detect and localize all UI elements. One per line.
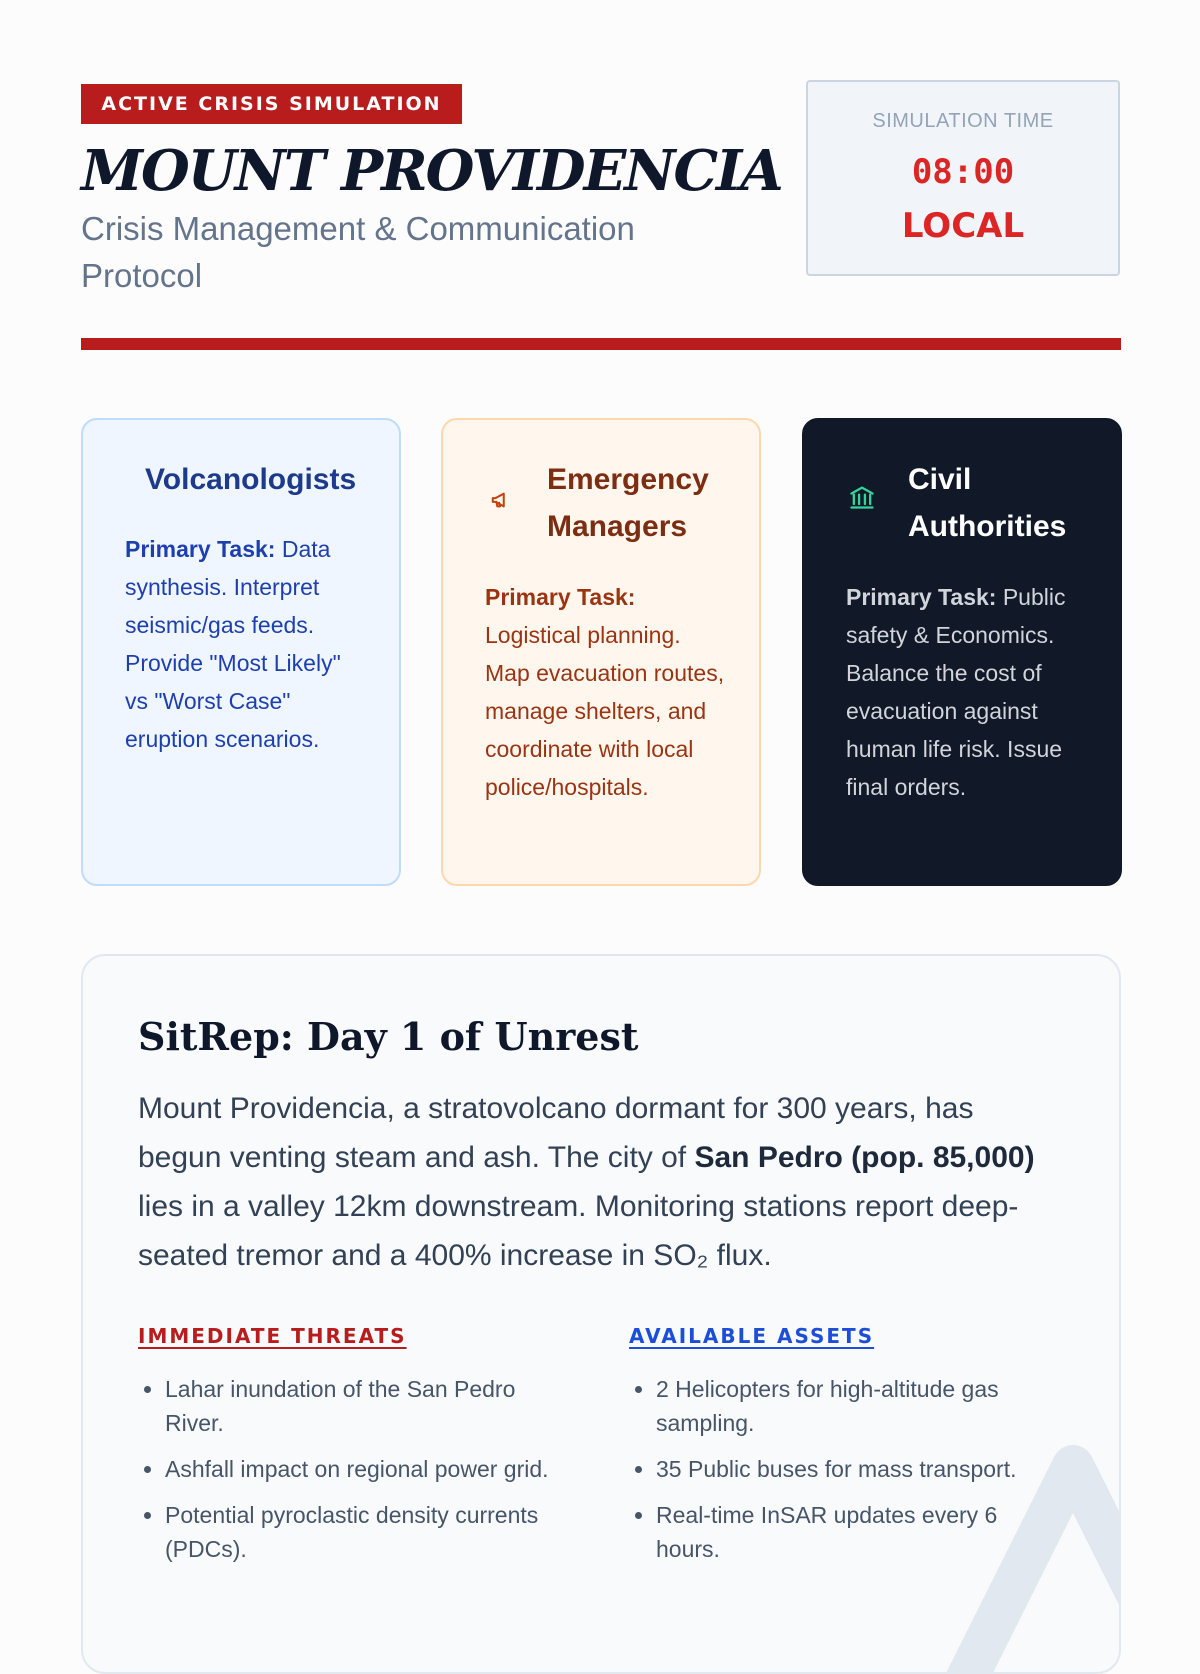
sitrep-text-1: Mount Providencia, a stratovolcano dormant for 300 years, has begun venting steam and ash. The city of [138,1092,974,1174]
threats-heading: IMMEDIATE THREATS [138,1324,407,1348]
simulation-time-value [808,145,1118,253]
role-task-volcanologists [125,530,369,758]
simulation-time-label: SIMULATION TIME [872,110,1054,132]
task-label: Primary Task: [846,584,997,610]
header-divider [81,338,1121,350]
role-task-civil [846,578,1090,806]
role-task-emergency [485,578,729,806]
sitrep-panel [81,954,1121,1674]
role-card-emergency-managers [441,418,761,886]
sitrep-paragraph [138,1084,1048,1280]
role-heading-volcanologists [145,456,356,503]
role-card-civil-authorities [802,418,1122,886]
threat-item: • Ashfall impact on regional power grid. [165,1452,565,1486]
task-label: Primary Task: [485,584,636,610]
time-zone: LOCAL [901,206,1025,246]
assets-list [629,1372,1056,1578]
task-text: Public safety & Economics. Balance the cost of evacuation against human life risk. Issue final orders. [846,584,1066,800]
megaphone-icon [485,480,517,527]
task-text: Logistical planning. Map evacuation routes, manage shelters, and coordinate with local police/hospitals. [485,622,725,800]
role-card-volcanologists [81,418,401,886]
asset-item: • 35 Public buses for mass transport. [656,1452,1056,1486]
simulation-time-panel [806,80,1120,276]
threat-item: • Lahar inundation of the San Pedro River. [165,1372,565,1440]
asset-item: • 2 Helicopters for high-altitude gas sampling. [656,1372,1056,1440]
sitrep-text-2: lies in a valley 12km downstream. Monitoring stations report deep-seated tremor and a 400% increase in SO₂ flux. [138,1190,1019,1272]
page-subtitle: Crisis Management & Communication Protocol [81,210,635,294]
role-title: Volcanologists [145,463,357,496]
threat-item: • Potential pyroclastic density currents (PDCs). [165,1498,565,1566]
asset-item: • Real-time InSAR updates every 6 hours. [656,1498,1056,1566]
simulation-badge: ACTIVE CRISIS SIMULATION [81,84,462,124]
page-title: MOUNT PROVIDENCIA [81,138,782,204]
task-text: Data synthesis. Interpret seismic/gas feeds. Provide "Most Likely" vs "Worst Case" eruption scenarios. [125,536,341,752]
sitrep-title: SitRep: Day 1 of Unrest [138,1014,639,1059]
sitrep-population: San Pedro (pop. 85,000) [694,1141,1035,1174]
role-heading-civil [846,456,1088,550]
threats-list [138,1372,565,1578]
role-title: Emergency Managers [547,463,709,543]
role-heading-emergency [485,456,737,550]
assets-heading: AVAILABLE ASSETS [629,1324,875,1348]
landmark-icon [846,480,878,527]
role-title: Civil Authorities [908,463,1067,543]
time-value: 08:00 [911,152,1015,192]
task-label: Primary Task: [125,536,276,562]
